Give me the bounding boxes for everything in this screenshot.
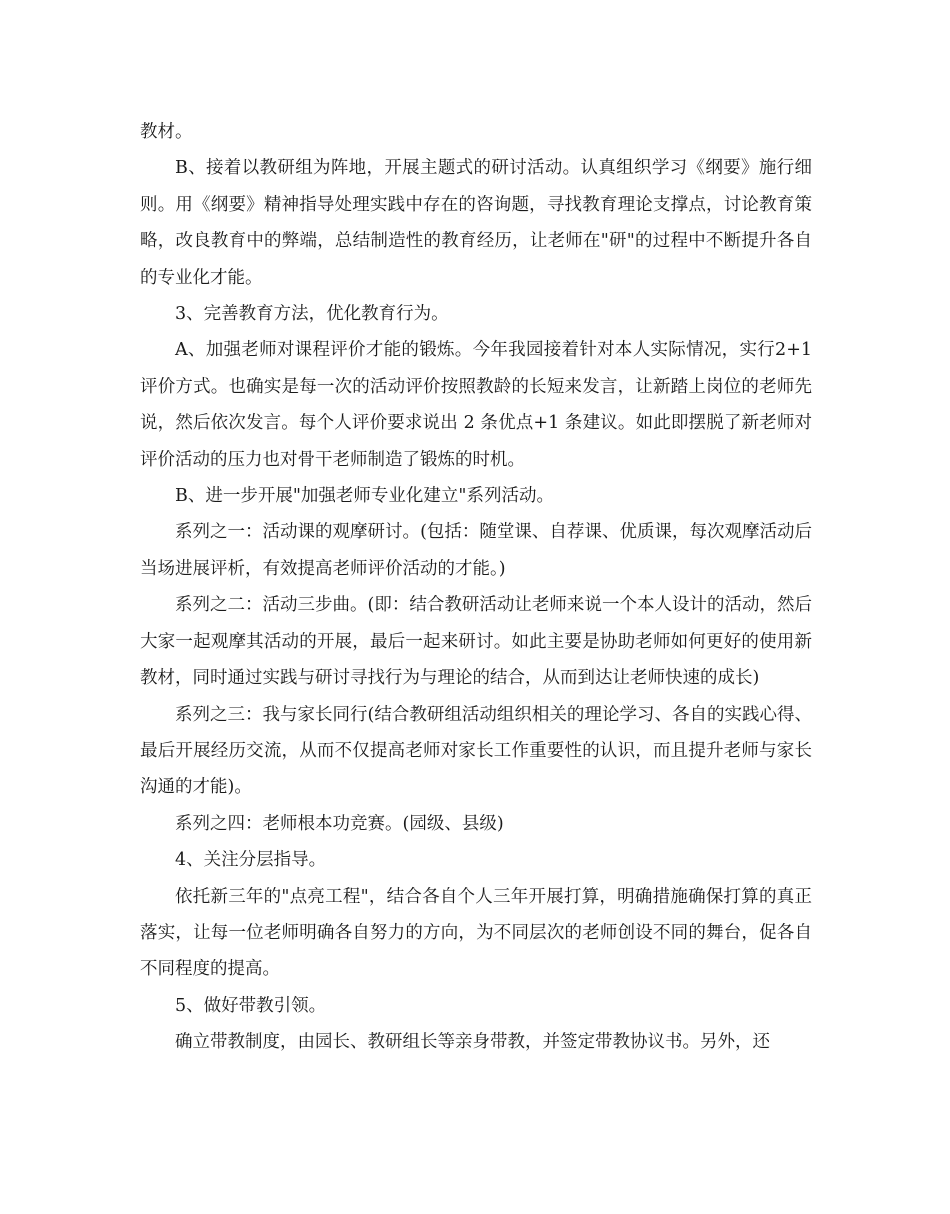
paragraph-9: 系列之四：老师根本功竞赛。(园级、县级) <box>175 813 504 834</box>
paragraph-2: B、接着以教研组为阵地，开展主题式的研讨活动。认真组织学习《纲要》施行细则。用《纲要》精神指导处理实践中存在的咨询题，寻找教育理论支撑点，讨论教育策略，改良教育中的弊端，总结制造性的教育经历，让老师在"研"的过程中不断提升各自的专业化才能。 <box>140 158 812 288</box>
paragraph-8: 系列之三：我与家长同行(结合教研组活动组织相关的理论学习、各自的实践心得、最后开展经历交流，从而不仅提高老师对家长工作重要性的认识，而且提升老师与家长沟通的才能)。 <box>140 704 812 798</box>
paragraph-13: 确立带教制度，由园长、教研组长等亲身带教，并签定带教协议书。另外，还 <box>175 1032 770 1053</box>
paragraph-4: A、加强老师对课程评价才能的锻炼。今年我园接着针对本人实际情况，实行2+1 评价方式。也确实是每一次的活动评价按照教龄的长短来发言，让新踏上岗位的老师先说，然后依次发言。每个人评价要求说出 2 条优点+1 条建议。如此即摆脱了新老师对评价活动的压力也对骨干老师制造了锻炼的时机。 <box>140 340 812 470</box>
document-body <box>140 114 812 1061</box>
paragraph-11: 依托新三年的"点亮工程"，结合各自个人三年开展打算，明确措施确保打算的真正落实，让每一位老师明确各自努力的方向，为不同层次的老师创设不同的舞台，促各自不同程度的提高。 <box>140 886 812 980</box>
paragraph-3: 3、完善教育方法，优化教育行为。 <box>175 304 449 325</box>
paragraph-6: 系列之一：活动课的观摩研讨。(包括：随堂课、自荐课、优质课，每次观摩活动后当场进展评析，有效提高老师评价活动的才能。) <box>140 522 812 579</box>
paragraph-10: 4、关注分层指导。 <box>175 850 327 871</box>
paragraph-1: 教材。 <box>140 122 193 142</box>
paragraph-7: 系列之二：活动三步曲。(即：结合教研活动让老师来说一个本人设计的活动，然后大家一起观摩其活动的开展，最后一起来研讨。如此主要是协助老师如何更好的使用新教材，同时通过实践与研讨寻找行为与理论的结合，从而到达让老师快速的成长) <box>140 595 812 689</box>
paragraph-12: 5、做好带教引领。 <box>175 995 327 1016</box>
paragraph-5: B、进一步开展"加强老师专业化建立"系列活动。 <box>175 486 554 507</box>
